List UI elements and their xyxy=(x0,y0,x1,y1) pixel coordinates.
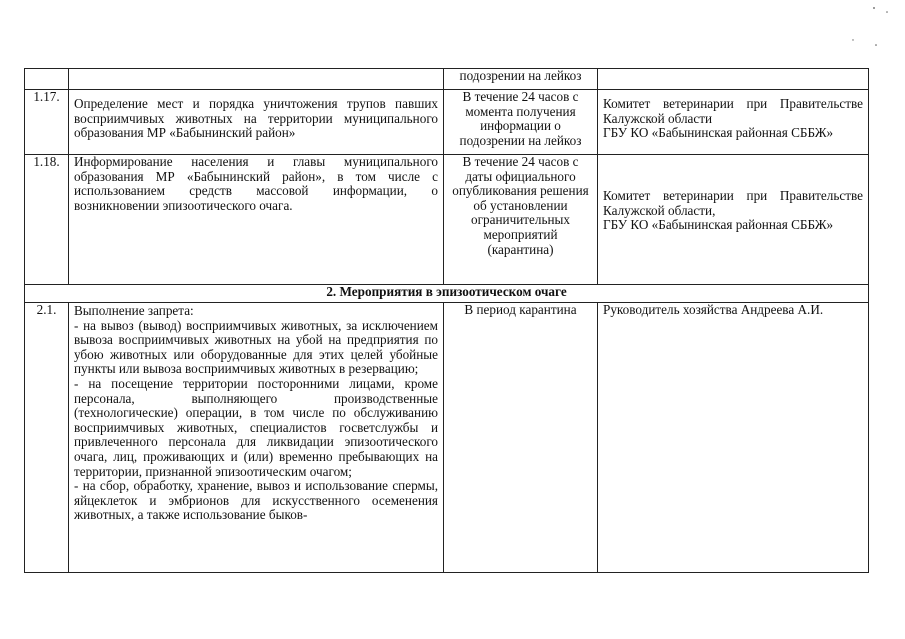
row-number: 2.1. xyxy=(25,303,69,573)
description-paragraph: - на вывоз (вывод) восприимчивых животных, за исключением вывоза восприимчивых животных на убой на предприятия по убою животных или оборудованные для этих целей убойные пункты или вывоза восприимчивых животных в резервацию; xyxy=(74,317,438,377)
measures-table xyxy=(24,68,869,573)
responsible-line: Комитет ветеринарии при Правительстве xyxy=(603,188,863,203)
table-row-continuation xyxy=(25,69,869,90)
row-number: 1.17. xyxy=(25,90,69,155)
row-deadline: В период карантина xyxy=(444,303,598,573)
row-responsible: Руководитель хозяйства Андреева А.И. xyxy=(598,303,869,573)
row-description: Определение мест и порядка уничтожения трупов павших восприимчивых животных на территории муниципального образования МР «Бабынинский район» xyxy=(69,90,444,155)
row-responsible xyxy=(598,69,869,90)
responsible-line: Калужской области, xyxy=(603,202,716,218)
row-description: Информирование населения и главы муниципального образования МР «Бабынинский район», в том числе с использованием средств массовой информации, о возникновении эпизоотического очага. xyxy=(69,155,444,285)
responsible-line: Калужской области xyxy=(603,110,713,126)
row-description xyxy=(69,303,444,573)
description-paragraph: Выполнение запрета: xyxy=(74,303,194,318)
responsible-line: ГБУ КО «Бабынинская районная СББЖ» xyxy=(603,125,834,141)
row-responsible xyxy=(598,90,869,155)
row-deadline: В течение 24 часов с даты официального опубликования решения об установлении ограничительных мероприятий (карантина) xyxy=(444,155,598,285)
row-description xyxy=(69,69,444,90)
responsible-line: Комитет ветеринарии при Правительстве xyxy=(603,96,863,111)
description-paragraph: - на посещение территории посторонними лицами, кроме персонала, выполняющего производственные (технологические) операции, в том числе по обслуживанию восприимчивых животных, специалистов госветслужбы и привлеченного персонала для ликвидации эпизоотического очага, лиц, проживающих и (или) временно пребывающих на территории, признанной эпизоотическим очагом; xyxy=(74,375,438,479)
row-deadline: подозрении на лейкоз xyxy=(444,69,598,90)
responsible-line: ГБУ КО «Бабынинская районная СББЖ» xyxy=(603,217,834,233)
table-row-1-18 xyxy=(25,155,869,285)
row-responsible xyxy=(598,155,869,285)
description-paragraph: - на сбор, обработку, хранение, вывоз и использование спермы, яйцеклеток и эмбрионов для искусственного осеменения животных, а также использование быков- xyxy=(74,478,438,523)
section-title: 2. Мероприятия в эпизоотическом очаге xyxy=(25,285,869,303)
section-header-row xyxy=(25,285,869,303)
table-row-2-1 xyxy=(25,303,869,573)
row-deadline: В течение 24 часов с момента получения информации о подозрении на лейкоз xyxy=(444,90,598,155)
row-number: 1.18. xyxy=(25,155,69,285)
row-number xyxy=(25,69,69,90)
table-row-1-17 xyxy=(25,90,869,155)
